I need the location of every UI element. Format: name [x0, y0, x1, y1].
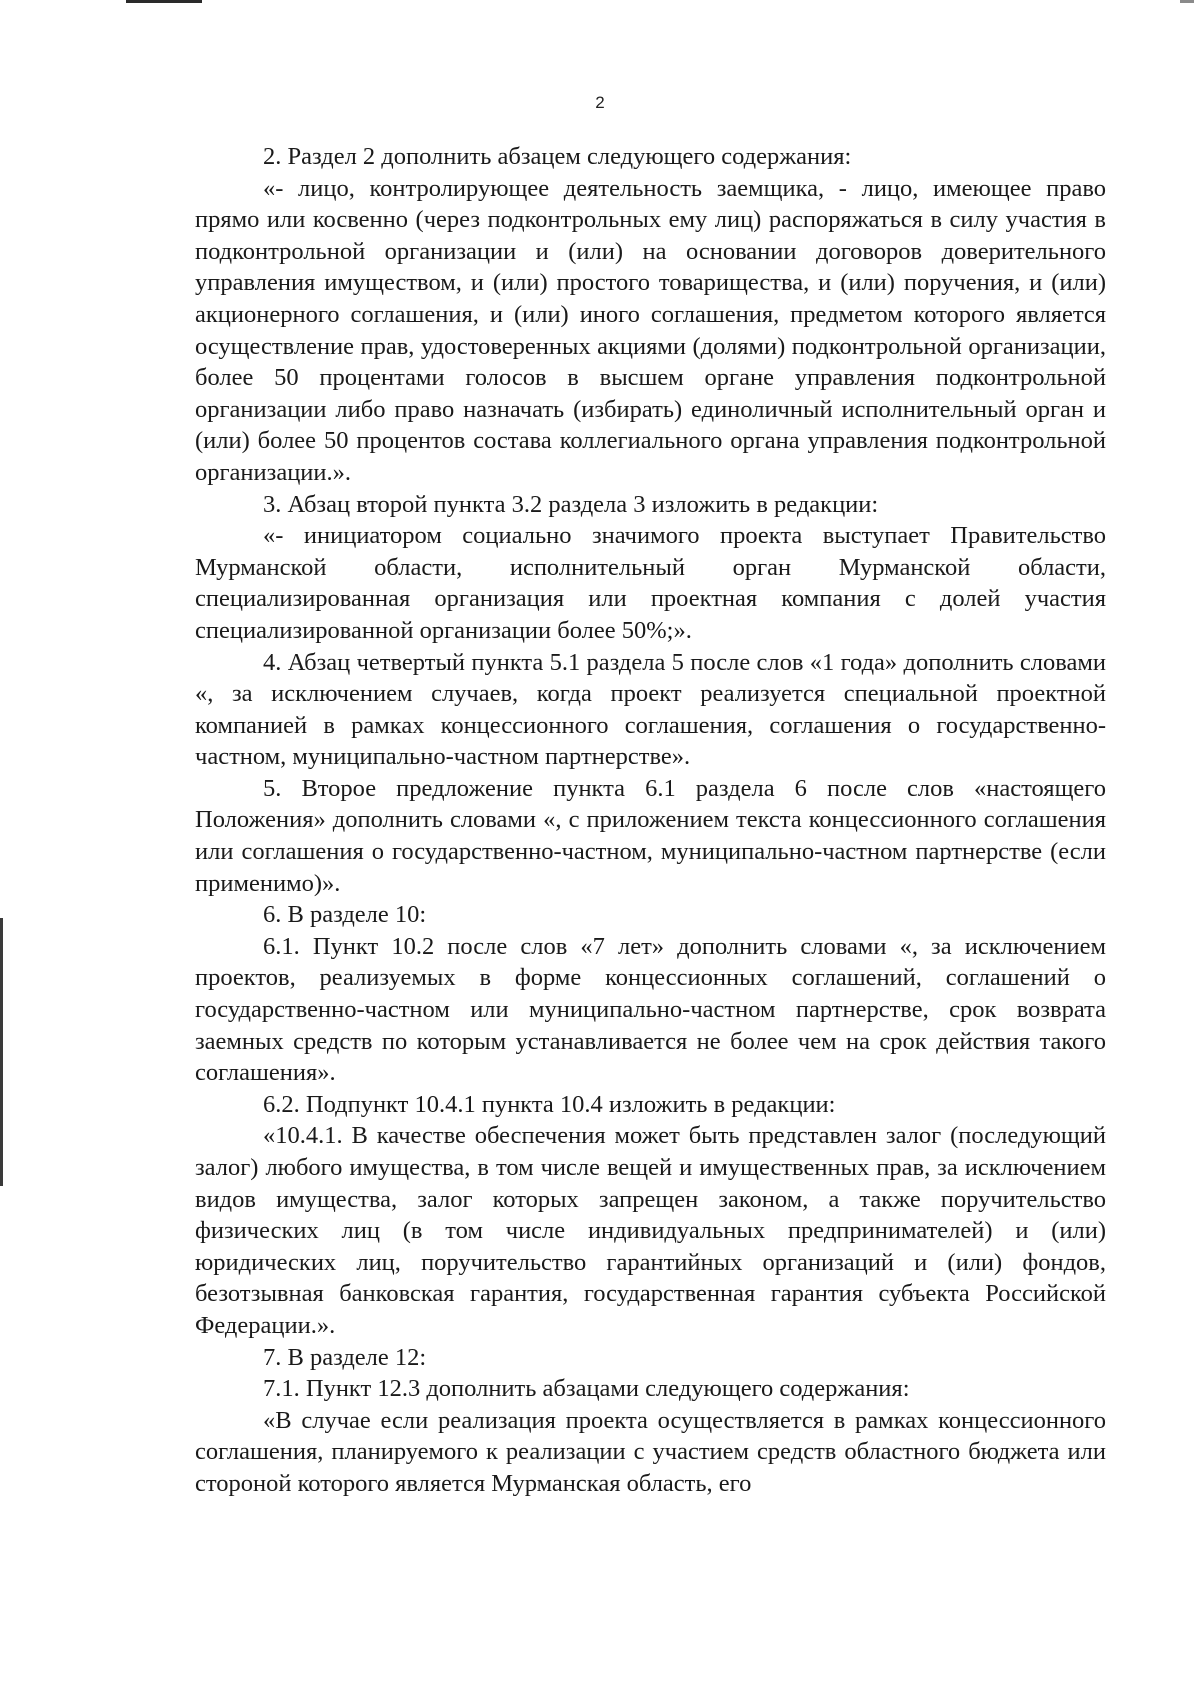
scan-edge-mark-corner: [1180, 0, 1194, 3]
scan-edge-mark-left: [0, 918, 3, 1186]
paragraph-section-10: 6. В разделе 10:: [263, 901, 427, 929]
paragraph-section-12: 7. В разделе 12:: [263, 1343, 427, 1371]
paragraph-controlling-person: «- лицо, контролирующее деятельность заемщика, - лицо, имеющее право прямо или косвенно (через подконтрольных ему лиц) распоряжаться в силу участия в подконтрольной организации и (или) на основании договоров доверительного управления имуществом, и (или) простого товарищества, и (или) поручения, и (или) акционерного соглашения, и (или) иного соглашения, предметом которого является осуществление прав, удостоверенных акциями (долями) подконтрольной организации, более 50 процентами голосов в высшем органе управления подконтрольной организации либо право назначать (избирать) единоличный исполнительный орган и (или) более 50 процентов состава коллегиального органа управления подконтрольной организации.».: [195, 174, 1106, 486]
paragraph-concession: «В случае если реализация проекта осуществляется в рамках концессионного соглашения, планируемого к реализации с участием средств областного бюджета или стороной которого является Мурманская область, его: [195, 1406, 1106, 1497]
paragraph-item-10-4-1-intro: 6.2. Подпункт 10.4.1 пункта 10.4 изложить в редакции:: [263, 1090, 836, 1118]
paragraph-item-12-3-intro: 7.1. Пункт 12.3 дополнить абзацами следующего содержания:: [263, 1375, 910, 1403]
paragraph-initiator: «- инициатором социально значимого проекта выступает Правительство Мурманской области, исполнительный орган Мурманской области, специализированная организация или проектная компания с долей участия специализированной организации более 50%;».: [195, 522, 1106, 644]
paragraph-section-5: 4. Абзац четвертый пункта 5.1 раздела 5 после слов «1 года» дополнить словами «, за исключением случаев, когда проект реализуется специальной проектной компанией в рамках концессионного соглашения, соглашения о государственно-частном, муниципально-частном партнерстве».: [195, 648, 1106, 771]
paragraph-item-10-2: 6.1. Пункт 10.2 после слов «7 лет» дополнить словами «, за исключением проектов, реализуемых в форме концессионных соглашений, соглашений о государственно-частном или муниципально-частном партнерстве, срок возврата заемных средств по которым устанавливается не более чем на срок действия такого соглашения».: [195, 932, 1106, 1087]
paragraph-section-2: 2. Раздел 2 дополнить абзацем следующего содержания:: [263, 143, 852, 170]
scan-edge-mark-top: [126, 0, 202, 3]
paragraph-section-6: 5. Второе предложение пункта 6.1 раздела 6 после слов «настоящего Положения» дополнить словами «, с приложением текста концессионного соглашения или соглашения о государственно-частном, муниципально-частном партнерстве (если применимо)».: [195, 774, 1106, 897]
paragraph-item-10-4-1: «10.4.1. В качестве обеспечения может быть представлен залог (последующий залог) любого имущества, в том числе вещей и имущественных прав, за исключением видов имущества, залог которых запрещен законом, а также поручительство физических лиц (в том числе индивидуальных предпринимателей) и (или) юридических лиц, поручительство гарантийных организаций и (или) фондов, безотзывная банковская гарантия, государственная гарантия субъекта Российской Федерации.».: [195, 1122, 1106, 1339]
paragraph-section-3: 3. Абзац второй пункта 3.2 раздела 3 изложить в редакции:: [263, 490, 879, 518]
page-number: 2: [595, 93, 605, 112]
document-body: [195, 141, 1106, 1500]
